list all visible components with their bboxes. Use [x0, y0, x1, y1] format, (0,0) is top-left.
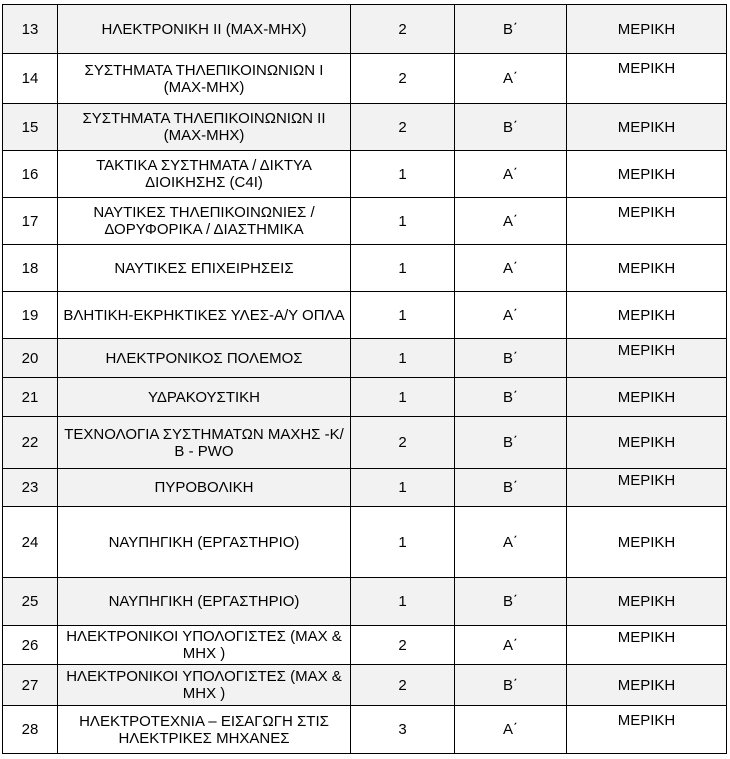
table-row: [3, 245, 727, 292]
row-number: 27: [3, 665, 58, 706]
course-type: ΜΕΡΙΚΗ: [567, 469, 727, 507]
course-hours: 2: [351, 54, 455, 104]
course-hours: 1: [351, 578, 455, 626]
course-semester: Β΄: [455, 104, 567, 151]
course-name: ΣΥΣΤΗΜΑΤΑ ΤΗΛΕΠΙΚΟΙΝΩΝΙΩΝ ΙΙ (ΜΑΧ-ΜΗΧ): [58, 104, 351, 151]
course-name: ΝΑΥΠΗΓΙΚΗ (ΕΡΓΑΣΤΗΡΙΟ): [58, 578, 351, 626]
course-name: ΗΛΕΚΤΡΟΝΙΚΟΙ ΥΠΟΛΟΓΙΣΤΕΣ (ΜΑΧ & ΜΗΧ ): [58, 665, 351, 706]
row-number: 19: [3, 292, 58, 339]
table-row: [3, 417, 727, 469]
course-type: ΜΕΡΙΚΗ: [567, 198, 727, 245]
table-row: [3, 104, 727, 151]
course-semester: Α΄: [455, 626, 567, 665]
course-hours: 2: [351, 417, 455, 469]
course-name: ΤΕΧΝΟΛΟΓΙΑ ΣΥΣΤΗΜΑΤΩΝ ΜΑΧΗΣ -Κ/Β - PWO: [58, 417, 351, 469]
course-type: ΜΕΡΙΚΗ: [567, 245, 727, 292]
table-row: [3, 507, 727, 578]
course-semester: Β΄: [455, 339, 567, 378]
course-type: ΜΕΡΙΚΗ: [567, 292, 727, 339]
course-type: ΜΕΡΙΚΗ: [567, 507, 727, 578]
table-row: [3, 292, 727, 339]
course-hours: 1: [351, 151, 455, 198]
course-hours: 2: [351, 5, 455, 54]
course-semester: Β΄: [455, 665, 567, 706]
table-row: [3, 198, 727, 245]
course-semester: Α΄: [455, 507, 567, 578]
course-name: ΝΑΥΤΙΚΕΣ ΕΠΙΧΕΙΡΗΣΕΙΣ: [58, 245, 351, 292]
course-hours: 2: [351, 626, 455, 665]
course-name: ΝΑΥΠΗΓΙΚΗ (ΕΡΓΑΣΤΗΡΙΟ): [58, 507, 351, 578]
course-name: ΣΥΣΤΗΜΑΤΑ ΤΗΛΕΠΙΚΟΙΝΩΝΙΩΝ Ι (ΜΑΧ-ΜΗΧ): [58, 54, 351, 104]
course-name: ΗΛΕΚΤΡΟΝΙΚΗ ΙΙ (ΜΑΧ-ΜΗΧ): [58, 5, 351, 54]
course-hours: 3: [351, 706, 455, 754]
row-number: 21: [3, 378, 58, 417]
course-type: ΜΕΡΙΚΗ: [567, 54, 727, 104]
course-hours: 1: [351, 339, 455, 378]
table-row: [3, 626, 727, 665]
course-semester: Β΄: [455, 578, 567, 626]
course-hours: 1: [351, 507, 455, 578]
course-type: ΜΕΡΙΚΗ: [567, 378, 727, 417]
course-semester: Α΄: [455, 151, 567, 198]
course-name: ΒΛΗΤΙΚΗ-ΕΚΡΗΚΤΙΚΕΣ ΥΛΕΣ-Α/Υ ΟΠΛΑ: [58, 292, 351, 339]
table-row: [3, 578, 727, 626]
course-semester: Α΄: [455, 706, 567, 754]
row-number: 18: [3, 245, 58, 292]
row-number: 23: [3, 469, 58, 507]
course-type: ΜΕΡΙΚΗ: [567, 665, 727, 706]
course-hours: 2: [351, 665, 455, 706]
course-type: ΜΕΡΙΚΗ: [567, 417, 727, 469]
table-row: [3, 706, 727, 754]
table-row: [3, 378, 727, 417]
course-table-container: [2, 4, 727, 754]
table-row: [3, 151, 727, 198]
course-type: ΜΕΡΙΚΗ: [567, 104, 727, 151]
table-row: [3, 339, 727, 378]
row-number: 28: [3, 706, 58, 754]
course-type: ΜΕΡΙΚΗ: [567, 578, 727, 626]
course-semester: Β΄: [455, 378, 567, 417]
row-number: 22: [3, 417, 58, 469]
course-type: ΜΕΡΙΚΗ: [567, 626, 727, 665]
row-number: 16: [3, 151, 58, 198]
course-semester: Β΄: [455, 417, 567, 469]
course-semester: Α΄: [455, 54, 567, 104]
course-name: ΗΛΕΚΤΡΟΝΙΚΟΣ ΠΟΛΕΜΟΣ: [58, 339, 351, 378]
course-name: ΤΑΚΤΙΚΑ ΣΥΣΤΗΜΑΤΑ / ΔΙΚΤΥΑ ΔΙΟΙΚΗΣΗΣ (C4I): [58, 151, 351, 198]
table-row: [3, 54, 727, 104]
course-hours: 1: [351, 198, 455, 245]
row-number: 20: [3, 339, 58, 378]
course-table: [2, 4, 727, 754]
course-semester: Α΄: [455, 245, 567, 292]
row-number: 24: [3, 507, 58, 578]
course-type: ΜΕΡΙΚΗ: [567, 706, 727, 754]
course-semester: Β΄: [455, 5, 567, 54]
course-type: ΜΕΡΙΚΗ: [567, 5, 727, 54]
table-row: [3, 665, 727, 706]
row-number: 26: [3, 626, 58, 665]
course-name: ΗΛΕΚΤΡΟΤΕΧΝΙΑ – ΕΙΣΑΓΩΓΗ ΣΤΙΣ ΗΛΕΚΤΡΙΚΕΣ ΜΗΧΑΝΕΣ: [58, 706, 351, 754]
course-name: ΗΛΕΚΤΡΟΝΙΚΟΙ ΥΠΟΛΟΓΙΣΤΕΣ (ΜΑΧ & ΜΗΧ ): [58, 626, 351, 665]
course-semester: Α΄: [455, 198, 567, 245]
course-hours: 1: [351, 245, 455, 292]
row-number: 25: [3, 578, 58, 626]
row-number: 15: [3, 104, 58, 151]
row-number: 13: [3, 5, 58, 54]
table-row: [3, 469, 727, 507]
row-number: 14: [3, 54, 58, 104]
course-type: ΜΕΡΙΚΗ: [567, 151, 727, 198]
course-hours: 2: [351, 104, 455, 151]
course-name: ΝΑΥΤΙΚΕΣ ΤΗΛΕΠΙΚΟΙΝΩΝΙΕΣ / ΔΟΡΥΦΟΡΙΚΑ / ΔΙΑΣΤΗΜΙΚΑ: [58, 198, 351, 245]
course-hours: 1: [351, 469, 455, 507]
row-number: 17: [3, 198, 58, 245]
course-type: ΜΕΡΙΚΗ: [567, 339, 727, 378]
course-hours: 1: [351, 292, 455, 339]
course-name: ΥΔΡΑΚΟΥΣΤΙΚΗ: [58, 378, 351, 417]
course-semester: Β΄: [455, 469, 567, 507]
course-name: ΠΥΡΟΒΟΛΙΚΗ: [58, 469, 351, 507]
table-row: [3, 5, 727, 54]
course-semester: Α΄: [455, 292, 567, 339]
course-hours: 1: [351, 378, 455, 417]
